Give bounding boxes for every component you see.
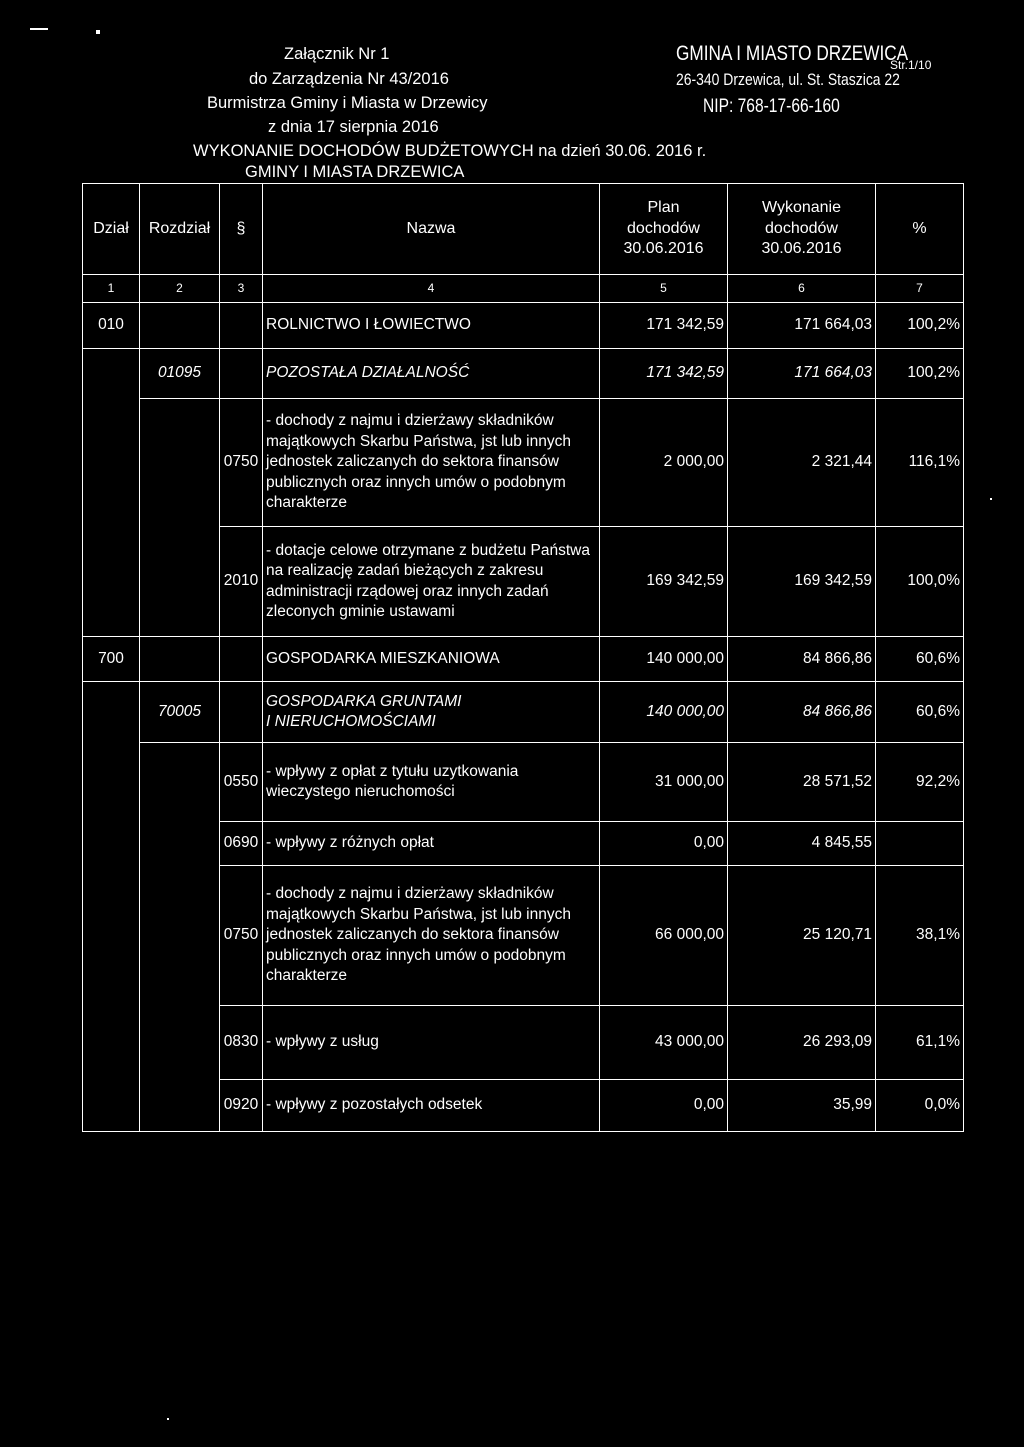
cell-wykonanie: 84 866,86: [728, 682, 876, 743]
cell-wykonanie: 28 571,52: [728, 743, 876, 822]
cell-plan: 0,00: [600, 822, 728, 866]
table-row: [83, 349, 964, 399]
cell-nazwa: - dotacje celowe otrzymane z budżetu Państwa na realizację zadań bieżących z zakresu administracji rządowej oraz innych zadań zleconych gminie ustawami: [263, 527, 600, 637]
cell-plan: 2 000,00: [600, 399, 728, 527]
table-row: [83, 682, 964, 743]
cell-wykonanie: 35,99: [728, 1080, 876, 1132]
col-header-pct: %: [876, 184, 964, 275]
cell-paragraf: 0920: [220, 1080, 263, 1132]
column-number: 6: [728, 275, 876, 303]
column-number: 4: [263, 275, 600, 303]
col-header-plan-l1: Plan: [647, 199, 680, 217]
cell-nazwa-line: I NIERUCHOMOŚCIAMI: [266, 713, 436, 730]
scan-artifact: [990, 498, 992, 500]
scan-artifact: [30, 28, 48, 30]
cell-pct: 100,2%: [876, 349, 964, 399]
cell-paragraf: [220, 682, 263, 743]
cell-pct: 38,1%: [876, 866, 964, 1006]
cell-wykonanie: 171 664,03: [728, 303, 876, 349]
cell-dzial: 010: [83, 303, 140, 349]
cell-plan: 140 000,00: [600, 637, 728, 682]
cell-wykonanie: 169 342,59: [728, 527, 876, 637]
col-header-dzial: Dział: [83, 184, 140, 275]
cell-dzial: [83, 682, 140, 1132]
cell-rozdzial: 01095: [140, 349, 220, 399]
cell-pct: 61,1%: [876, 1006, 964, 1080]
col-header-wykonanie: [728, 184, 876, 275]
cell-plan: 171 342,59: [600, 303, 728, 349]
cell-pct: 60,6%: [876, 637, 964, 682]
cell-nazwa: - wpływy z pozostałych odsetek: [263, 1080, 600, 1132]
col-header-nazwa: Nazwa: [263, 184, 600, 275]
col-header-plan-l2: dochodów: [627, 219, 700, 237]
cell-pct: 100,2%: [876, 303, 964, 349]
cell-paragraf: 0830: [220, 1006, 263, 1080]
scan-artifact: [167, 1418, 169, 1420]
table-row: [83, 399, 964, 527]
cell-wykonanie: 171 664,03: [728, 349, 876, 399]
cell-nazwa: - dochody z najmu i dzierżawy składników majątkowych Skarbu Państwa, jst lub innych jednostek zaliczanych do sektora finansów publicznych oraz innych umów o podobnym charakterze: [263, 399, 600, 527]
cell-pct: 0,0%: [876, 1080, 964, 1132]
col-header-paragraf: §: [220, 184, 263, 275]
budget-table: [82, 183, 964, 1132]
cell-nazwa: - wpływy z usług: [263, 1006, 600, 1080]
page-number: Str.1/10: [890, 58, 932, 72]
cell-rozdzial: [140, 743, 220, 1132]
cell-rozdzial: [140, 303, 220, 349]
cell-paragraf: 0750: [220, 399, 263, 527]
header-line-2: do Zarządzenia Nr 43/2016: [249, 70, 449, 88]
cell-paragraf: [220, 349, 263, 399]
table-row: [83, 637, 964, 682]
table-row: [83, 303, 964, 349]
column-number: 3: [220, 275, 263, 303]
col-header-plan-l3: 30.06.2016: [623, 240, 704, 258]
cell-nazwa: - wpływy z opłat z tytułu uzytkowania wieczystego nieruchomości: [263, 743, 600, 822]
cell-wykonanie: 26 293,09: [728, 1006, 876, 1080]
stamp-line-1: GMINA I MIASTO DRZEWICA: [676, 42, 909, 65]
cell-rozdzial: 70005: [140, 682, 220, 743]
column-number: 1: [83, 275, 140, 303]
cell-rozdzial: [140, 399, 220, 637]
col-header-wyk-l2: dochodów: [765, 219, 838, 237]
cell-pct: [876, 822, 964, 866]
cell-plan: 171 342,59: [600, 349, 728, 399]
cell-nazwa: - wpływy z różnych opłat: [263, 822, 600, 866]
cell-plan: 43 000,00: [600, 1006, 728, 1080]
cell-plan: 169 342,59: [600, 527, 728, 637]
column-number-row: [83, 275, 964, 303]
cell-plan: 0,00: [600, 1080, 728, 1132]
cell-rozdzial: [140, 637, 220, 682]
cell-pct: 100,0%: [876, 527, 964, 637]
stamp-line-2: 26-340 Drzewica, ul. St. Staszica 22: [676, 70, 900, 89]
cell-pct: 116,1%: [876, 399, 964, 527]
header-line-4: z dnia 17 sierpnia 2016: [268, 118, 439, 136]
cell-plan: 66 000,00: [600, 866, 728, 1006]
cell-pct: 60,6%: [876, 682, 964, 743]
col-header-wyk-l1: Wykonanie: [761, 199, 841, 217]
cell-paragraf: 0550: [220, 743, 263, 822]
col-header-wyk-l3: 30.06.2016: [761, 240, 842, 258]
cell-wykonanie: 2 321,44: [728, 399, 876, 527]
cell-plan: 31 000,00: [600, 743, 728, 822]
stamp-line-3: NIP: 768-17-66-160: [703, 96, 840, 117]
cell-paragraf: [220, 303, 263, 349]
cell-paragraf: [220, 637, 263, 682]
document-subtitle: GMINY I MIASTA DRZEWICA: [245, 163, 465, 181]
cell-plan: 140 000,00: [600, 682, 728, 743]
col-header-rozdzial: Rozdział: [140, 184, 220, 275]
table-row: [83, 743, 964, 822]
cell-nazwa: GOSPODARKA MIESZKANIOWA: [263, 637, 600, 682]
cell-dzial: [83, 349, 140, 637]
cell-nazwa: [263, 682, 600, 743]
cell-paragraf: 0690: [220, 822, 263, 866]
table-header-row: [83, 184, 964, 275]
document-title: WYKONANIE DOCHODÓW BUDŻETOWYCH na dzień 30.06. 2016 r.: [193, 142, 707, 160]
cell-paragraf: 2010: [220, 527, 263, 637]
column-number: 7: [876, 275, 964, 303]
cell-wykonanie: 84 866,86: [728, 637, 876, 682]
cell-paragraf: 0750: [220, 866, 263, 1006]
cell-nazwa: POZOSTAŁA DZIAŁALNOŚĆ: [263, 349, 600, 399]
column-number: 5: [600, 275, 728, 303]
cell-nazwa: ROLNICTWO I ŁOWIECTWO: [263, 303, 600, 349]
cell-wykonanie: 4 845,55: [728, 822, 876, 866]
cell-nazwa-line: GOSPODARKA GRUNTAMI: [266, 692, 462, 710]
header-line-3: Burmistrza Gminy i Miasta w Drzewicy: [207, 94, 488, 112]
cell-pct: 92,2%: [876, 743, 964, 822]
header-line-1: Załącznik Nr 1: [284, 45, 390, 63]
cell-nazwa: - dochody z najmu i dzierżawy składników majątkowych Skarbu Państwa, jst lub innych jednostek zaliczanych do sektora finansów publicznych oraz innych umów o podobnym charakterze: [263, 866, 600, 1006]
cell-dzial: 700: [83, 637, 140, 682]
col-header-plan: [600, 184, 728, 275]
column-number: 2: [140, 275, 220, 303]
cell-wykonanie: 25 120,71: [728, 866, 876, 1006]
scan-artifact: [96, 30, 100, 34]
